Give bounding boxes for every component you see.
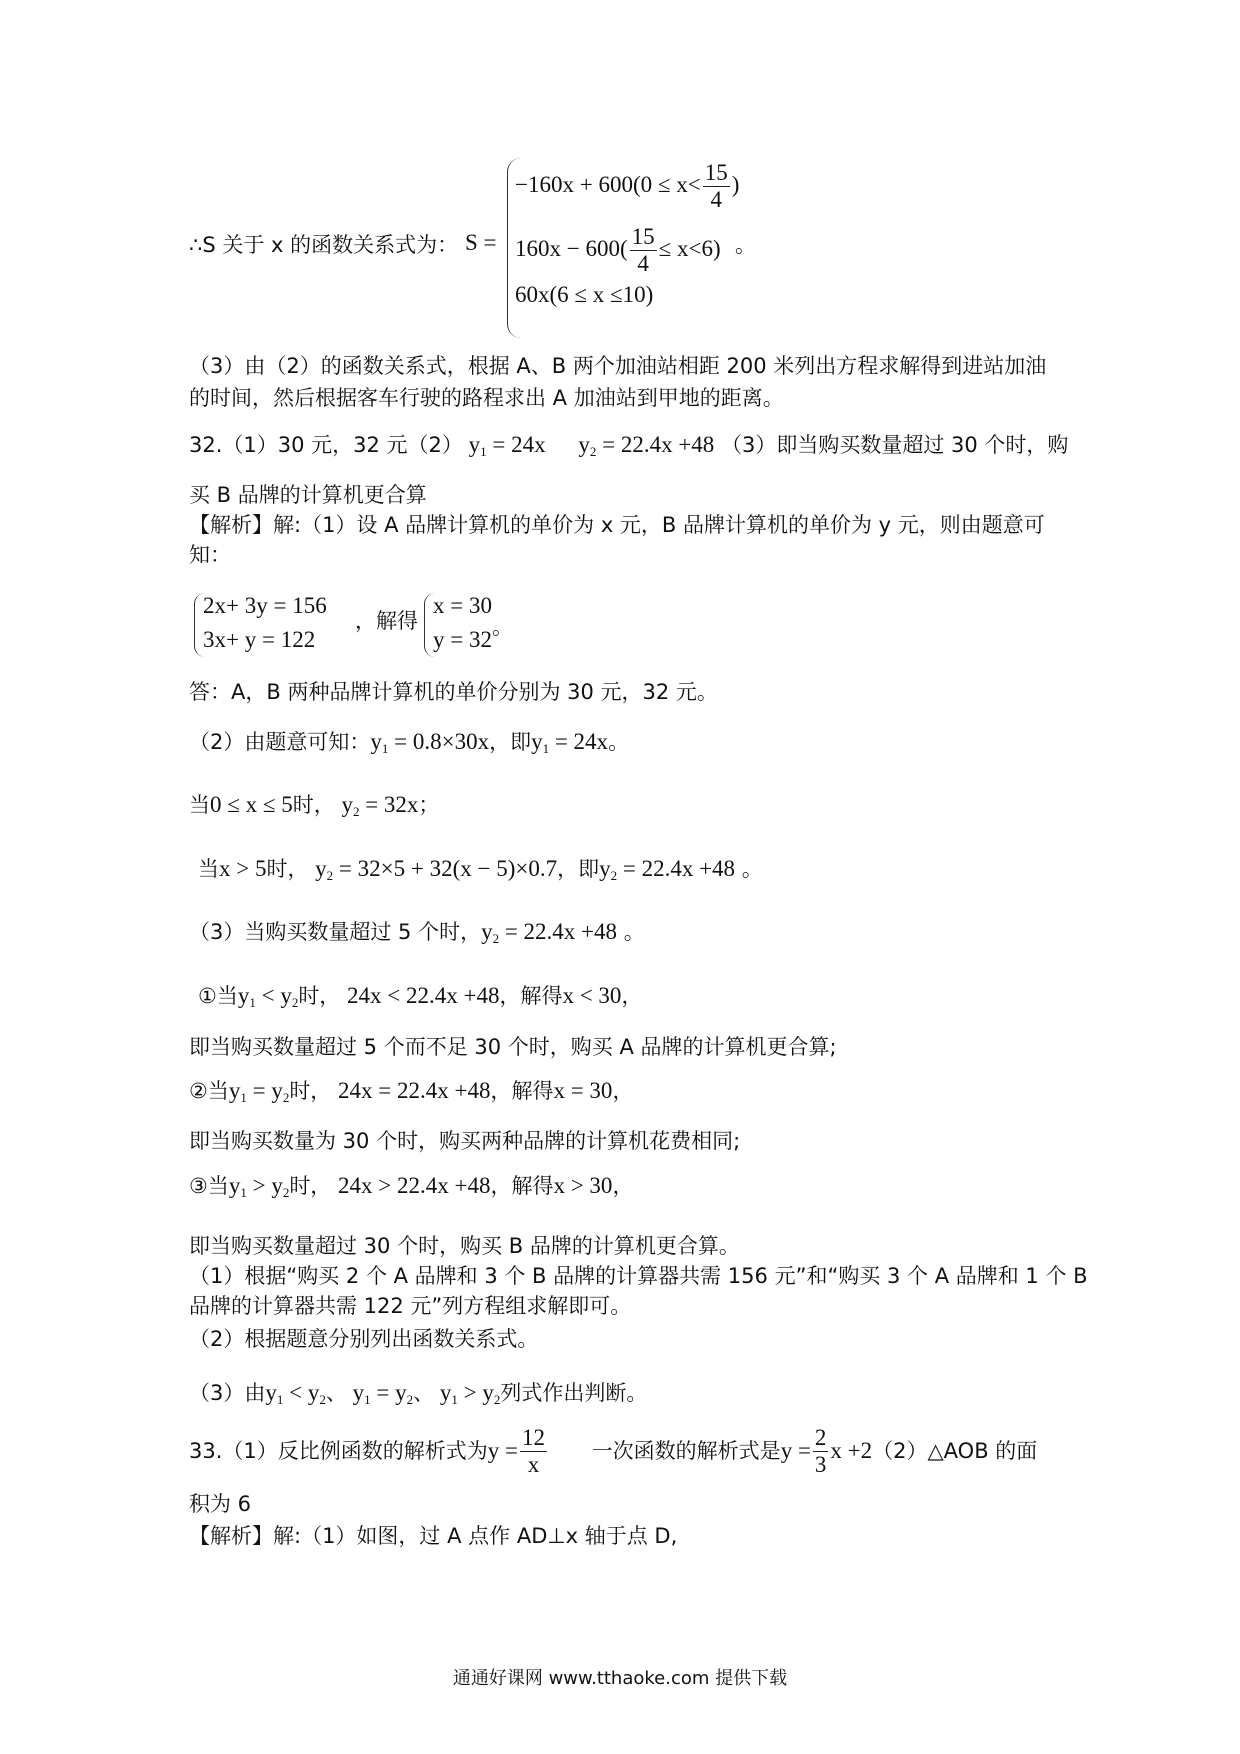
q32-option-2: ②当$y_1 = y_2$时， 24x = 22.4x +48，解得x = 30， — [189, 1078, 634, 1105]
solve-label: ，解得 — [355, 609, 418, 633]
q33-answer-cont: 积为 6 — [189, 1492, 252, 1516]
equation-2: 3x+ y = 122 — [203, 627, 316, 652]
equation-1: 2x+ 3y = 156 — [203, 593, 327, 618]
q32-option-2-text: 即当购买数量为 30 个时，购买两种品牌的计算机花费相同; — [189, 1129, 741, 1153]
q32-option-1: ①当$y_1 < y_2$时， 24x < 22.4x +48，解得x < 30， — [198, 983, 643, 1010]
q32-review-1: （1）根据“购买 2 个 A 品牌和 3 个 B 品牌的计算器共需 156 元”和“购买 3 个 A 品牌和 1 个 B — [189, 1264, 1088, 1288]
q32-case-1: 当0 ≤ x ≤ 5时， $y_2 = 32x$； — [189, 792, 440, 819]
paragraph-3-line-2: 的时间，然后根据客车行驶的路程求出 A 加油站到甲地的距离。 — [189, 386, 784, 410]
s-function-end: 。 — [735, 233, 756, 257]
s-case-1: −160x + 600(0 ≤ x< $\frac{15}{4}$ ) — [515, 160, 740, 213]
q32-part-3: （3）当购买数量超过 5 个时，$y_2 = 22.4x +48$ 。 — [189, 919, 645, 946]
solution-y: y = 32 — [433, 627, 492, 652]
q32-jiexi-line-2: 知： — [189, 543, 231, 567]
q33-jiexi: 【解析】解:（1）如图，过 A 点作 AD⊥x 轴于点 D, — [189, 1524, 678, 1548]
s-case-3: 60x(6 ≤ x ≤10) — [515, 282, 654, 307]
paragraph-3-line-1: （3）由（2）的函数关系式，根据 A、B 两个加油站相距 200 米列出方程求解得到进站加油 — [189, 354, 1047, 378]
s-function-prefix: ∴S 关于 x 的函数关系式为： — [189, 233, 459, 257]
s-case-2: 160x − 600( $\frac{15}{4}$ ≤ x<6) — [515, 224, 721, 277]
q33-answer: 33.（1）反比例函数的解析式为y = $\frac{12}{x}$ 一次函数的解析式是y = $\frac{2}{3}$ x +2（2）△AOB 的面 — [189, 1425, 1038, 1478]
s-function-lhs: S = — [465, 230, 497, 255]
q32-review-2: （2）根据题意分别列出函数关系式。 — [189, 1327, 539, 1351]
solution-end: 。 — [492, 615, 513, 639]
q32-answer-cont: 买 B 品牌的计算机更合算 — [189, 483, 427, 507]
q32-option-3: ③当$y_1 > y_2$时， 24x > 22.4x +48，解得x > 30， — [189, 1173, 634, 1200]
q32-review-1-cont: 品牌的计算器共需 122 元”列方程组求解即可。 — [189, 1294, 632, 1318]
q32-answer-statement: 答：A，B 两种品牌计算机的单价分别为 30 元，32 元。 — [189, 680, 718, 704]
solution-x: x = 30 — [433, 593, 492, 618]
page-footer: 通通好课网 www.tthaoke.com 提供下载 — [452, 1668, 788, 1689]
q32-case-2: 当x > 5时， $y_2 = 32\times 5 + 32(x - 5)\times 0.7$，即$y_2 = 22.4x +48$ 。 — [198, 856, 763, 883]
q32-option-3-text: 即当购买数量超过 30 个时，购买 B 品牌的计算机更合算。 — [189, 1234, 740, 1258]
q32-option-1-text: 即当购买数量超过 5 个而不足 30 个时，购买 A 品牌的计算机更合算; — [189, 1035, 837, 1059]
q32-answer: 32.（1）30 元，32 元（2） $y_1 = 24x$ $y_2 = 22.4x +48$ （3）即当购买数量超过 30 个时，购 — [189, 432, 1069, 459]
q32-review-3: （3）由$y_1 < y_2$、 $y_1 = y_2$、 $y_1 > y_2$列式作出判断。 — [189, 1380, 648, 1407]
q32-part-2: （2）由题意可知：$y_1 = 0.8\times 30x$，即$y_1 = 24x$。 — [189, 729, 630, 756]
q32-jiexi-line-1: 【解析】解:（1）设 A 品牌计算机的单价为 x 元，B 品牌计算机的单价为 y 元，则由题意可 — [189, 513, 1045, 537]
